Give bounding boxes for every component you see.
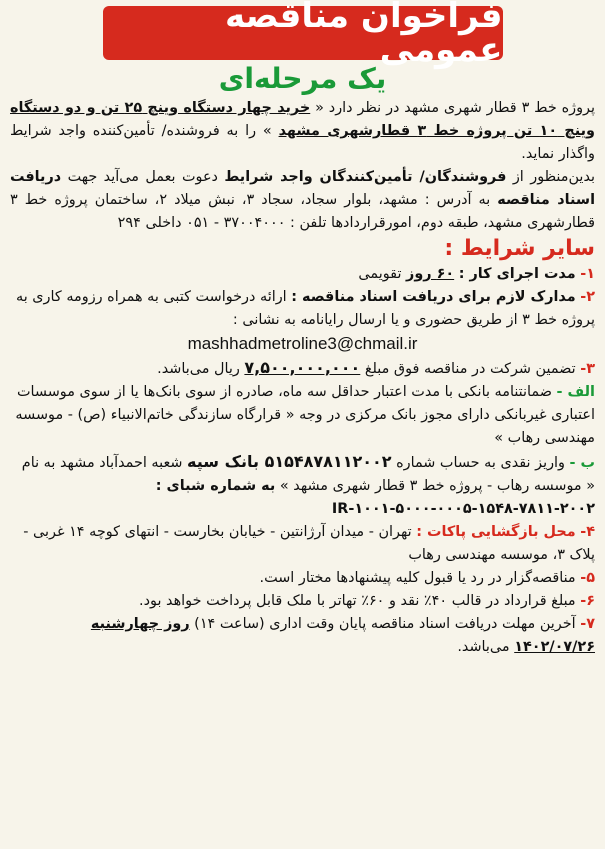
invitation-paragraph (10, 166, 595, 235)
condition-label: محل بازگشایی پاکات : (416, 523, 576, 540)
condition-1 (10, 263, 595, 286)
condition-5 (10, 567, 595, 590)
opening-location: تهران - میدان آرژانتین - خیابان بخارست - انتهای کوچه ۱۴ غربی - پلاک ۳، موسسه مهندسی رهاب (23, 523, 595, 563)
condition-6 (10, 590, 595, 613)
condition-3-be (10, 450, 595, 521)
other-conditions-title: سایر شرایط : (444, 235, 595, 261)
account-holder: شعبه احمدآباد مشهد به نام « موسسه رهاب - پروژه خط ۳ قطار شهری مشهد » (21, 454, 595, 494)
tender-subject: خرید چهار دستگاه وینچ ۲۵ تن و دو دستگاه وینچ ۱۰ تن پروژه خط ۳ قطارشهری مشهد (10, 99, 595, 139)
intro-paragraph (10, 97, 595, 166)
invited-parties: فروشندگان/ تأمین‌کنندگان واجد شرایط (224, 168, 507, 185)
condition-3 (10, 356, 595, 381)
condition-text: مناقصه‌گزار در رد یا قبول کلیه پیشنهادها مختار است. (259, 569, 581, 586)
condition-text: ارائه درخواست کتبی به همراه رزومه کاری به پروژه خط ۳ از طریق حضوری و یا ارسال رایانامه به نشانی : (16, 288, 595, 328)
deadline-date: روز چهارشنبه ۱۴۰۲/۰۷/۲۶ (90, 615, 595, 655)
invitation-text-mid: دعوت بعمل می‌آید جهت (61, 168, 225, 185)
sub-label-alef: الف - (556, 383, 595, 400)
notice-title-banner (103, 0, 503, 70)
notice-title: فراخوان مناقصه عمومی (225, 0, 503, 70)
document-receipt: دریافت اسناد مناقصه (10, 168, 596, 208)
intro-text: پروژه خط ۳ قطار شهری مشهد در نظر دارد « (310, 99, 595, 116)
notice-subtitle: یک مرحله‌ای (218, 62, 387, 95)
condition-text: تضمین شرکت در مناقصه فوق مبلغ (360, 360, 581, 377)
condition-number: ۷- (580, 615, 595, 632)
guarantee-amount: ۷,۵۰۰,۰۰۰,۰۰۰ (244, 357, 361, 377)
invitation-text: بدین‌منظور از (506, 168, 596, 185)
condition-text: آخرین مهلت دریافت اسناد مناقصه پایان وقت اداری (ساعت ۱۴) (189, 615, 581, 632)
bank-guarantee-text: ضمانتنامه بانکی با مدت اعتبار حداقل سه ماه، صادره از سوی بانک‌ها یا از سوی موسسات اعتباری غیربانکی دارای مجوز بانک مرکزی در وجه « قرارگاه سازندگی خاتم‌الانبیاء (ص) - موسسه مهندسی رهاب » (15, 383, 595, 446)
sheba-number: به شماره شبای : IR-۱۰۰۱-۵۰۰۰-۰۰۰۵-۱۵۴۸-۷۸۱۱-۲۰۰۲ (155, 477, 595, 517)
condition-3-alef (10, 381, 595, 450)
condition-text-end: می‌باشد. (457, 638, 515, 655)
intro-text-end: » را به فروشنده/ تأمین‌کننده واجد شرایط واگذار نماید. (10, 122, 595, 162)
condition-7 (10, 613, 595, 659)
condition-text: تقویمی (358, 265, 407, 282)
execution-period: ۶۰ روز (406, 265, 455, 282)
account-number: ۵۱۵۴۸۷۸۱۱۲۰۰۲ بانک سپه (187, 451, 392, 471)
sub-label-be: ب - (569, 454, 595, 471)
email-address[interactable]: mashhadmetroline3@chmail.ir (187, 333, 418, 353)
condition-text-end: ریال می‌باشد. (157, 360, 245, 377)
condition-label: مدت اجرای کار : (458, 265, 576, 282)
condition-number: ۲- (580, 288, 595, 305)
condition-4 (10, 521, 595, 567)
condition-number: ۳- (580, 360, 595, 377)
cash-deposit-text: واریز نقدی به حساب شماره (391, 454, 570, 471)
condition-number: ۱- (580, 265, 595, 282)
condition-number: ۵- (580, 569, 595, 586)
address-and-phone: به آدرس : مشهد، بلوار سجاد، سجاد ۳، نبش میلاد ۲، ساختمان پروژه خط ۳ قطارشهری مشهد، طبقه دوم، امورقراردادها تلفن : ۳۷۰۰۴۰۰۰ - ۰۵۱ داخلی ۲۹۴ (10, 191, 595, 231)
condition-number: ۴- (580, 523, 595, 540)
condition-2 (10, 286, 595, 332)
condition-number: ۶- (580, 592, 595, 609)
condition-label: مدارک لازم برای دریافت اسناد مناقصه : (291, 288, 576, 305)
condition-text: مبلغ قرارداد در قالب ۴۰٪ نقد و ۶۰٪ تهاتر با ملک قابل پرداخت خواهد بود. (139, 592, 581, 609)
